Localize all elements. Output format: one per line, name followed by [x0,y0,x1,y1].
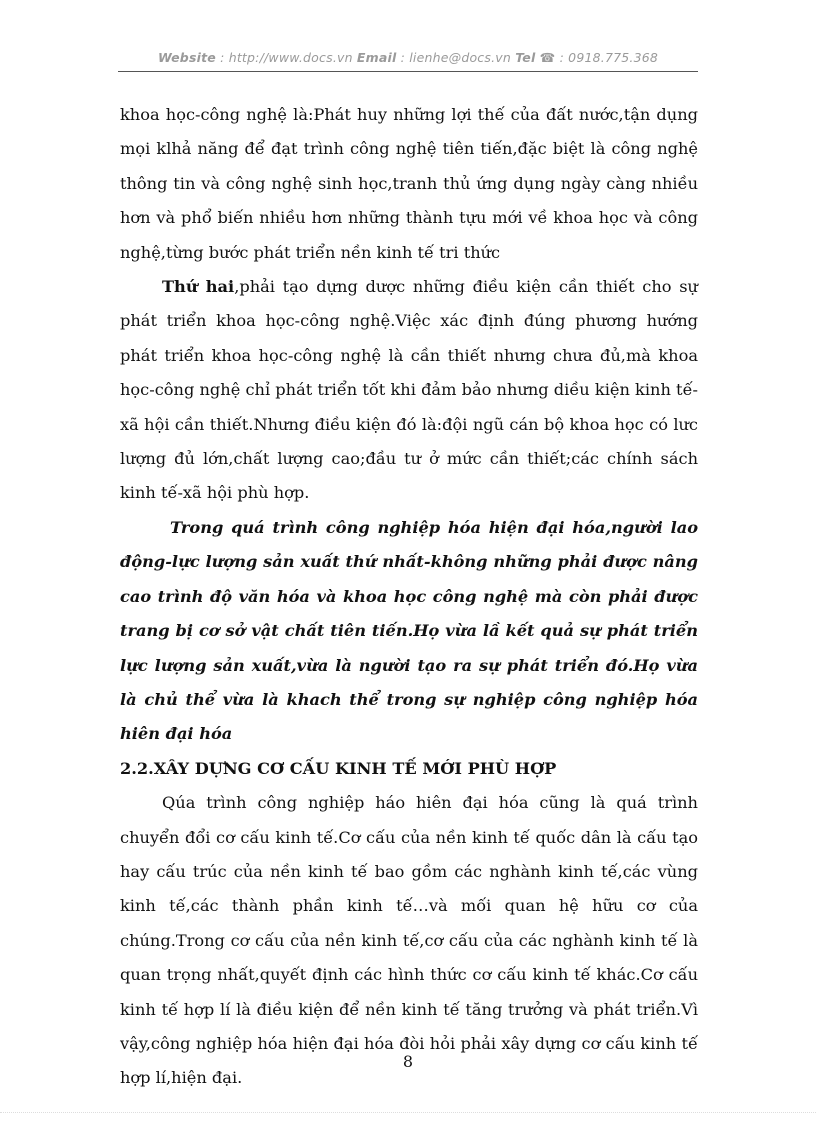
paragraph-1: khoa học-công nghệ là:Phát huy những lợi thế của đất nước,tận dụng mọi klhả năng để đạt trình công nghệ tiên tiến,đặc biệt là công nghệ thông tin và công nghệ sinh học,tranh thủ ứng dụng ngày càng nhiều hơn và phổ biến nhiều hơn những thành tựu mới về khoa học và công nghệ,từng bước phát triển nền kinh tế tri thức [120,105,698,262]
paragraph-4: Qúa trình công nghiệp háo hiên đại hóa cũng là quá trình chuyển đổi cơ cấu kinh tế.Cơ cấu của nền kinh tế quốc dân là cấu tạo hay cấu trúc của nền kinh tế bao gồm các nghành kinh tế,các vùng kinh tế,các thành phần kinh tế…và mối quan hệ hữu cơ của chúng.Trong cơ cấu của nền kinh tế,cơ cấu của các nghành kinh tế là quan trọng nhất,quyết định các hình thức cơ cấu kinh tế khác.Cơ cấu kinh tế hợp lí là điều kiện để nền kinh tế tăng trưởng và phát triển.Vì vậy,công nghiệp hóa hiện đại hóa đòi hỏi phải xây dựng cơ cấu kinh tế hợp lí,hiện đại. [120,793,698,1088]
header-rule [118,71,698,72]
paragraph-3-emphasis: Trong quá trình công nghiệp hóa hiện đại hóa,người lao động-lực lượng sản xuất thứ nhất-không những phải được nâng cao trình độ văn hóa và khoa học công nghệ mà còn phải được trang bị cơ sở vật chất tiên tiến.Họ vừa lầ kết quả sự phát triển lực lượng sản xuất,vừa là người tạo ra sự phát triển đó.Họ vừa là chủ thể vừa là khach thể trong sự nghiệp công nghiệp hóa hiên đại hóa [120,517,698,744]
section-heading: 2.2.XÂY DỰNG CƠ CẤU KINH TẾ MỚI PHÙ HỢP [120,758,557,778]
website-label: Website [157,50,216,65]
page-number: 8 [402,1052,414,1071]
paragraph-2-lead: Thứ hai [162,277,235,297]
email-label: Email [356,50,397,65]
footer-rule [0,1112,816,1113]
paragraph-2 [120,270,698,511]
page-header [118,50,698,65]
tel-value: ☎ : 0918.775.368 [539,50,659,65]
tel-label: Tel [515,50,536,65]
paragraph-2-text: ,phải tạo dựng dược những điều kiện cần thiết cho sự phát triển khoa học-công nghệ.Việc xác định đúng phương hướng phát triển khoa học-công nghệ là cần thiết nhưng chưa đủ,mà khoa học-công nghệ chỉ phát triển tốt khi đảm bảo nhưng diều kiện kinh tế-xã hội cần thiết.Nhưng điều kiện đó là:đội ngũ cán bộ khoa học có lưc lượng đủ lớn,chất lượng cao;đầu tư ở mức cần thiết;các chính sách kinh tế-xã hội phù hợp. [120,277,698,503]
document-body [120,98,698,1096]
email-value: : lienhe@docs.vn [400,50,511,65]
website-value: : http://www.docs.vn [220,50,353,65]
